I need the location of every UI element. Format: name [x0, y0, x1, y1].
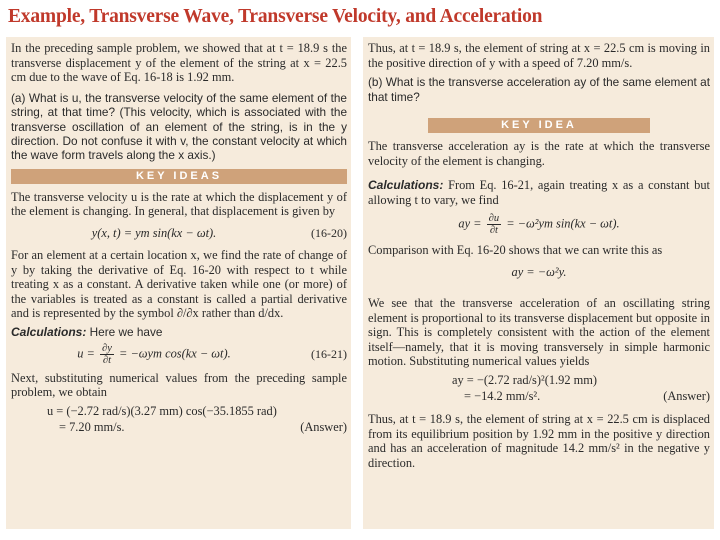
- thus-paragraph-1: Thus, at t = 18.9 s, the element of string at x = 22.5 cm is moving in the positive direction of y with a speed of 7.20 mm/s.: [368, 41, 710, 70]
- intro-paragraph: In the preceding sample problem, we showed that at t = 18.9 s the transverse displacement y of the element of the string at x = 22.5 cm due to the wave of Eq. 16-18 is 1.92 mm.: [11, 41, 347, 85]
- equation-16-21-lhs: u =: [77, 346, 99, 361]
- key-ideas-banner: [11, 169, 347, 184]
- equation-ay-fraction: [487, 213, 501, 236]
- acceleration-result: [452, 372, 710, 404]
- velocity-result-line-1: u = (−2.72 rad/s)(3.27 mm) cos(−35.1855 rad): [47, 403, 277, 418]
- equation-16-20-number: (16-20): [311, 225, 347, 240]
- substitution-paragraph: Next, substituting numerical values from the preceding sample problem, we obtain: [11, 370, 347, 400]
- equation-16-21-body: [11, 343, 297, 366]
- partial-derivative-paragraph: For an element at a certain location x, we find the rate of change of y by taking the derivative of Eq. 16-20 with respect to t while treating x as a constant. A derivative taken while one (or more) of the variables is treated as a constant is called a partial derivative and is represented by the symbol ∂/∂x rather than d/dx.: [11, 248, 347, 321]
- calculations-line-right: [368, 178, 710, 207]
- question-b: (b) What is the transverse acceleration ay of the same element at that time?: [368, 75, 710, 104]
- acceleration-result-line-1: ay = −(2.72 rad/s)²(1.92 mm): [452, 372, 598, 387]
- fraction-denominator: ∂t: [489, 224, 498, 236]
- calculations-label-left: Calculations:: [11, 324, 87, 339]
- thus-paragraph-2: Thus, at t = 18.9 s, the element of string at x = 22.5 cm is displaced from its equilibrium position by 1.92 mm in the positive y direction and has an acceleration of magnitude 14.2 mm/s² in the negative y direction.: [368, 411, 710, 470]
- answer-label-b: (Answer): [663, 388, 710, 403]
- velocity-result-line-2: = 7.20 mm/s.: [59, 419, 125, 434]
- calculations-text-left: Here we have: [86, 324, 163, 339]
- equation-16-20-body: y(x, t) = ym sin(kx − ωt).: [91, 225, 217, 240]
- equation-ay: [368, 213, 710, 235]
- we-see-paragraph: We see that the transverse acceleration of an oscillating string element is proportional to its transverse displacement but opposite in sign. This is completely consistent with the action of the element itself—namely, that it is moving transversely in simple harmonic motion. Substituting numerical values yields: [368, 295, 710, 369]
- equation-16-21: [11, 344, 347, 366]
- equation-ay-lhs: ay =: [458, 216, 485, 231]
- velocity-result-line-2-row: [47, 419, 347, 435]
- fraction-denominator: ∂t: [102, 355, 112, 367]
- equation-ay-rhs: = −ω²ym sin(kx − ωt).: [503, 216, 620, 231]
- key-ideas-text: The transverse velocity u is the rate at which the displacement y of the element is changing. In general, that displacement is given by: [11, 189, 347, 219]
- page-title: Example, Transverse Wave, Transverse Velocity, and Acceleration: [8, 6, 543, 27]
- equation-16-20: [11, 222, 347, 244]
- answer-label-a: (Answer): [300, 419, 347, 434]
- question-a: (a) What is u, the transverse velocity of the same element of the string, at that time? (This velocity, which is associated with the transverse oscillation of an element of the string, is in the y direction. Do not confuse it with v, the constant velocity at which the wave form travels along the x axis.): [11, 90, 347, 163]
- calculations-text-right: From Eq. 16-21, again treating x as a constant but allowing t to vary, we find: [368, 178, 710, 207]
- key-idea-text: The transverse acceleration ay is the rate at which the transverse velocity of the element is changing.: [368, 139, 710, 168]
- comparison-paragraph: Comparison with Eq. 16-20 shows that we can write this as: [368, 243, 663, 258]
- equation-ay-simplified: [368, 262, 710, 284]
- key-idea-banner: [428, 118, 650, 133]
- calculations-label-right: Calculations:: [368, 178, 444, 193]
- fraction-numerator: ∂u: [488, 212, 500, 224]
- right-column: [363, 37, 714, 529]
- equation-16-21-rhs: = −ωym cos(kx − ωt).: [115, 346, 231, 361]
- acceleration-result-line-2-row: [452, 388, 710, 404]
- equation-16-21-number: (16-21): [311, 347, 347, 362]
- equation-16-21-fraction: [100, 343, 114, 366]
- equation-ay-body: [368, 213, 710, 236]
- left-column: [6, 37, 351, 529]
- equation-ay-simplified-body: ay = −ω²y.: [511, 265, 567, 280]
- velocity-result: [47, 403, 347, 435]
- fraction-numerator: ∂y: [102, 343, 112, 355]
- acceleration-result-line-2: = −14.2 mm/s².: [464, 388, 541, 403]
- key-ideas-label: KEY IDEAS: [135, 169, 223, 182]
- key-idea-label: KEY IDEA: [501, 119, 577, 131]
- calculations-line-left: [11, 325, 347, 340]
